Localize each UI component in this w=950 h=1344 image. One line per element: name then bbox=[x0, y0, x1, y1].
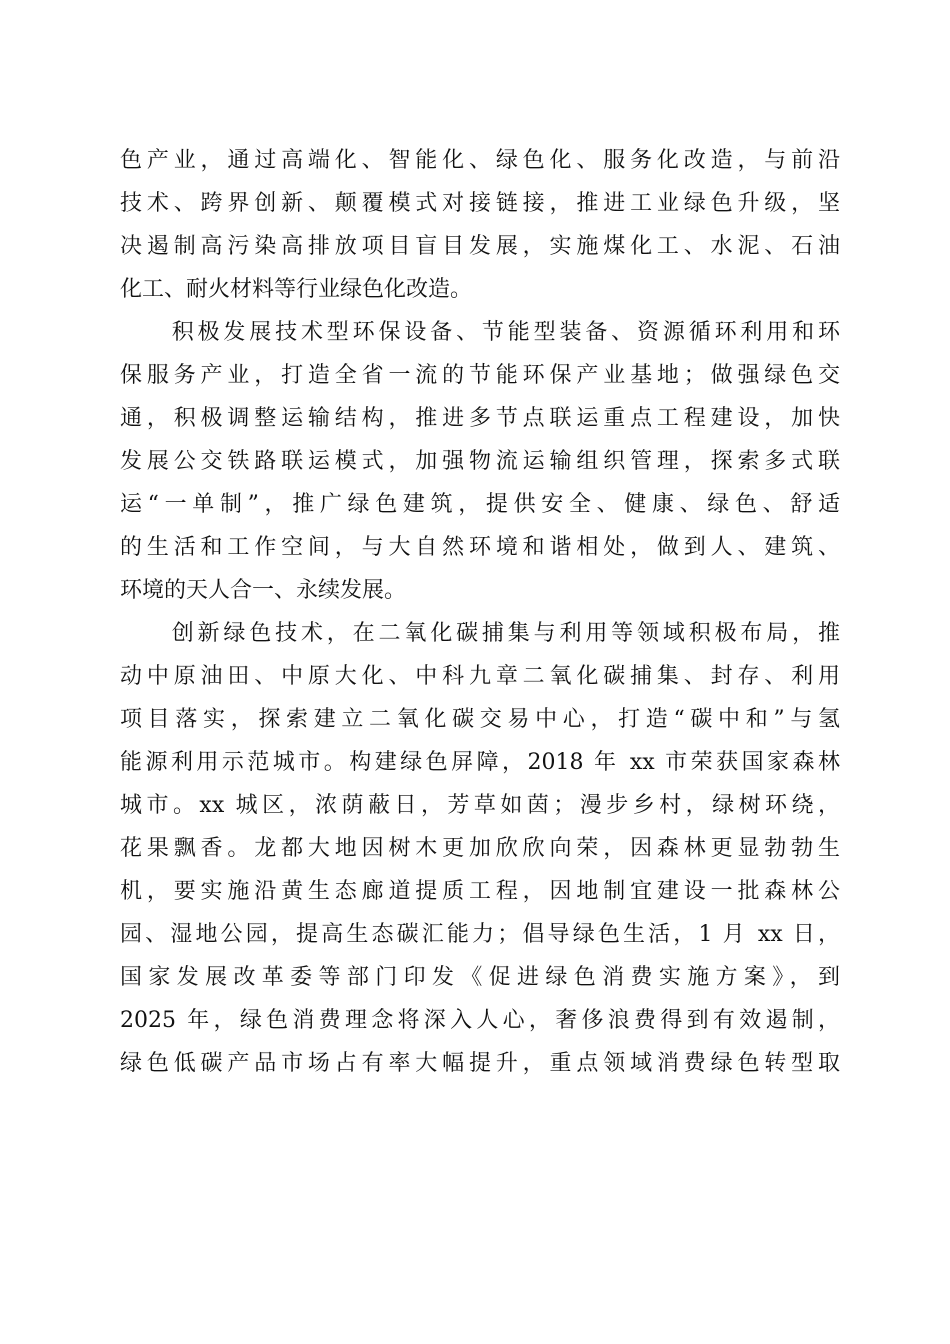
text-line: 机，要实施沿黄生态廊道提质工程，因地制宜建设一批森林公 bbox=[120, 879, 840, 904]
text-line: 积极发展技术型环保设备、节能型装备、资源循环利用和环 bbox=[120, 320, 840, 345]
text-line: 发展公交铁路联运模式，加强物流运输组织管理，探索多式联 bbox=[120, 449, 840, 474]
text-line: 2025 年，绿色消费理念将深入人心，奢侈浪费得到有效遏制， bbox=[120, 1008, 840, 1033]
text-line: 绿色低碳产品市场占有率大幅提升，重点领域消费绿色转型取 bbox=[120, 1051, 840, 1076]
text-line: 能源利用示范城市。构建绿色屏障，2018 年 xx 市荣获国家森林 bbox=[120, 750, 840, 775]
text-line: 决遏制高污染高排放项目盲目发展，实施煤化工、水泥、石油 bbox=[120, 234, 840, 259]
text-line: 国家发展改革委等部门印发《促进绿色消费实施方案》，到 bbox=[120, 965, 840, 990]
text-line: 动中原油田、中原大化、中科九章二氧化碳捕集、封存、利用 bbox=[120, 664, 840, 689]
text-line: 保服务产业，打造全省一流的节能环保产业基地；做强绿色交 bbox=[120, 363, 840, 388]
text-line: 城市。xx 城区，浓荫蔽日，芳草如茵；漫步乡村，绿树环绕， bbox=[120, 793, 840, 818]
text-line: 运“一单制”，推广绿色建筑，提供安全、健康、绿色、舒适 bbox=[120, 492, 840, 517]
body-text bbox=[120, 139, 840, 1085]
text-line: 的生活和工作空间，与大自然环境和谐相处，做到人、建筑、 bbox=[120, 535, 840, 560]
text-line: 环境的天人合一、永续发展。 bbox=[120, 578, 407, 603]
text-line: 通，积极调整运输结构，推进多节点联运重点工程建设，加快 bbox=[120, 406, 840, 431]
text-line: 项目落实，探索建立二氧化碳交易中心，打造“碳中和”与氢 bbox=[120, 707, 840, 732]
text-line: 色产业，通过高端化、智能化、绿色化、服务化改造，与前沿 bbox=[120, 148, 840, 173]
text-line: 花果飘香。龙都大地因树木更加欣欣向荣，因森林更显勃勃生 bbox=[120, 836, 840, 861]
text-line: 技术、跨界创新、颠覆模式对接链接，推进工业绿色升级，坚 bbox=[120, 191, 840, 216]
text-line: 创新绿色技术，在二氧化碳捕集与利用等领域积极布局，推 bbox=[120, 621, 840, 646]
text-line: 化工、耐火材料等行业绿色化改造。 bbox=[120, 277, 473, 302]
text-line: 园、湿地公园，提高生态碳汇能力；倡导绿色生活，1 月 xx 日， bbox=[120, 922, 840, 947]
